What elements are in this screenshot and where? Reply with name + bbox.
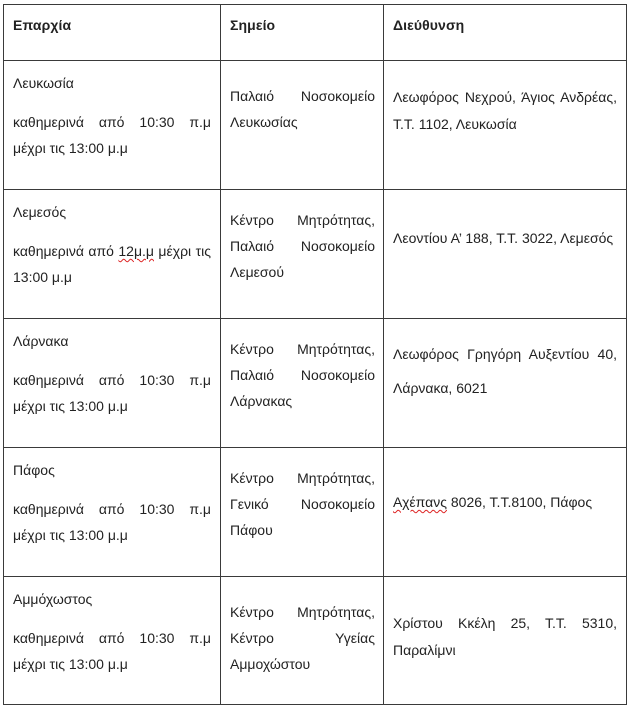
point-cell — [221, 190, 384, 319]
table-row — [4, 190, 627, 319]
point-cell — [221, 319, 384, 448]
address-text: Λεοντίου Α’ 188, Τ.Τ. 3022, Λεμεσός — [393, 230, 614, 246]
opening-hours: καθημερινά από 10:30 π.μ μέχρι τις 13:00 μ.μ — [13, 501, 211, 543]
opening-hours: καθημερινά από 10:30 π.μ μέχρι τις 13:00 μ.μ — [13, 114, 211, 156]
point-name: Κέντρο Μητρότητας, Παλαιό Νοσοκομείο Λάρνακας — [230, 341, 375, 409]
region-name: Λευκωσία — [13, 75, 74, 91]
table-row — [4, 319, 627, 448]
address-cell — [384, 190, 627, 319]
header-point — [221, 5, 384, 61]
region-name: Λάρνακα — [13, 333, 69, 349]
region-name: Πάφος — [13, 462, 55, 478]
region-cell — [4, 319, 221, 448]
address-cell — [384, 448, 627, 577]
region-cell — [4, 577, 221, 705]
table-row — [4, 61, 627, 190]
point-name: Κέντρο Μητρότητας, Παλαιό Νοσοκομείο Λεμεσού — [230, 212, 375, 280]
region-cell — [4, 448, 221, 577]
header-point-label: Σημείο — [230, 17, 276, 33]
region-name: Αμμόχωστος — [13, 591, 93, 607]
address-text: Χρίστου Κκέλη 25, Τ.Τ. 5310, Παραλίμνι — [393, 615, 617, 658]
address-cell — [384, 577, 627, 705]
address-text: Λεωφόρος Νεχρού, Άγιος Ανδρέας, Τ.Τ. 1102, Λευκωσία — [393, 89, 617, 132]
address-cell — [384, 319, 627, 448]
region-name: Λεμεσός — [13, 204, 67, 220]
locations-table — [3, 4, 627, 705]
point-name: Κέντρο Μητρότητας, Γενικό Νοσοκομείο Πάφου — [230, 470, 375, 538]
header-region — [4, 5, 221, 61]
table-header-row — [4, 5, 627, 61]
table-row — [4, 577, 627, 705]
header-address — [384, 5, 627, 61]
opening-hours: καθημερινά από 10:30 π.μ μέχρι τις 13:00 μ.μ — [13, 372, 211, 414]
header-address-label: Διεύθυνση — [393, 17, 465, 33]
address-text: Αχέπανς 8026, Τ.Τ.8100, Πάφος — [393, 494, 593, 510]
header-region-label: Επαρχία — [13, 17, 72, 33]
opening-hours: καθημερινά από 10:30 π.μ μέχρι τις 13:00 μ.μ — [13, 630, 211, 672]
point-cell — [221, 577, 384, 705]
region-cell — [4, 190, 221, 319]
point-name: Παλαιό Νοσοκομείο Λευκωσίας — [230, 88, 375, 130]
point-name: Κέντρο Μητρότητας, Κέντρο Υγείας Αμμοχώστου — [230, 604, 375, 672]
opening-hours: καθημερινά από 12μ.μ μέχρι τις 13:00 μ.μ — [13, 243, 211, 285]
region-cell — [4, 61, 221, 190]
point-cell — [221, 448, 384, 577]
table-row — [4, 448, 627, 577]
address-cell — [384, 61, 627, 190]
address-text: Λεωφόρος Γρηγόρη Αυξεντίου 40, Λάρνακα, 6021 — [393, 346, 617, 396]
point-cell — [221, 61, 384, 190]
